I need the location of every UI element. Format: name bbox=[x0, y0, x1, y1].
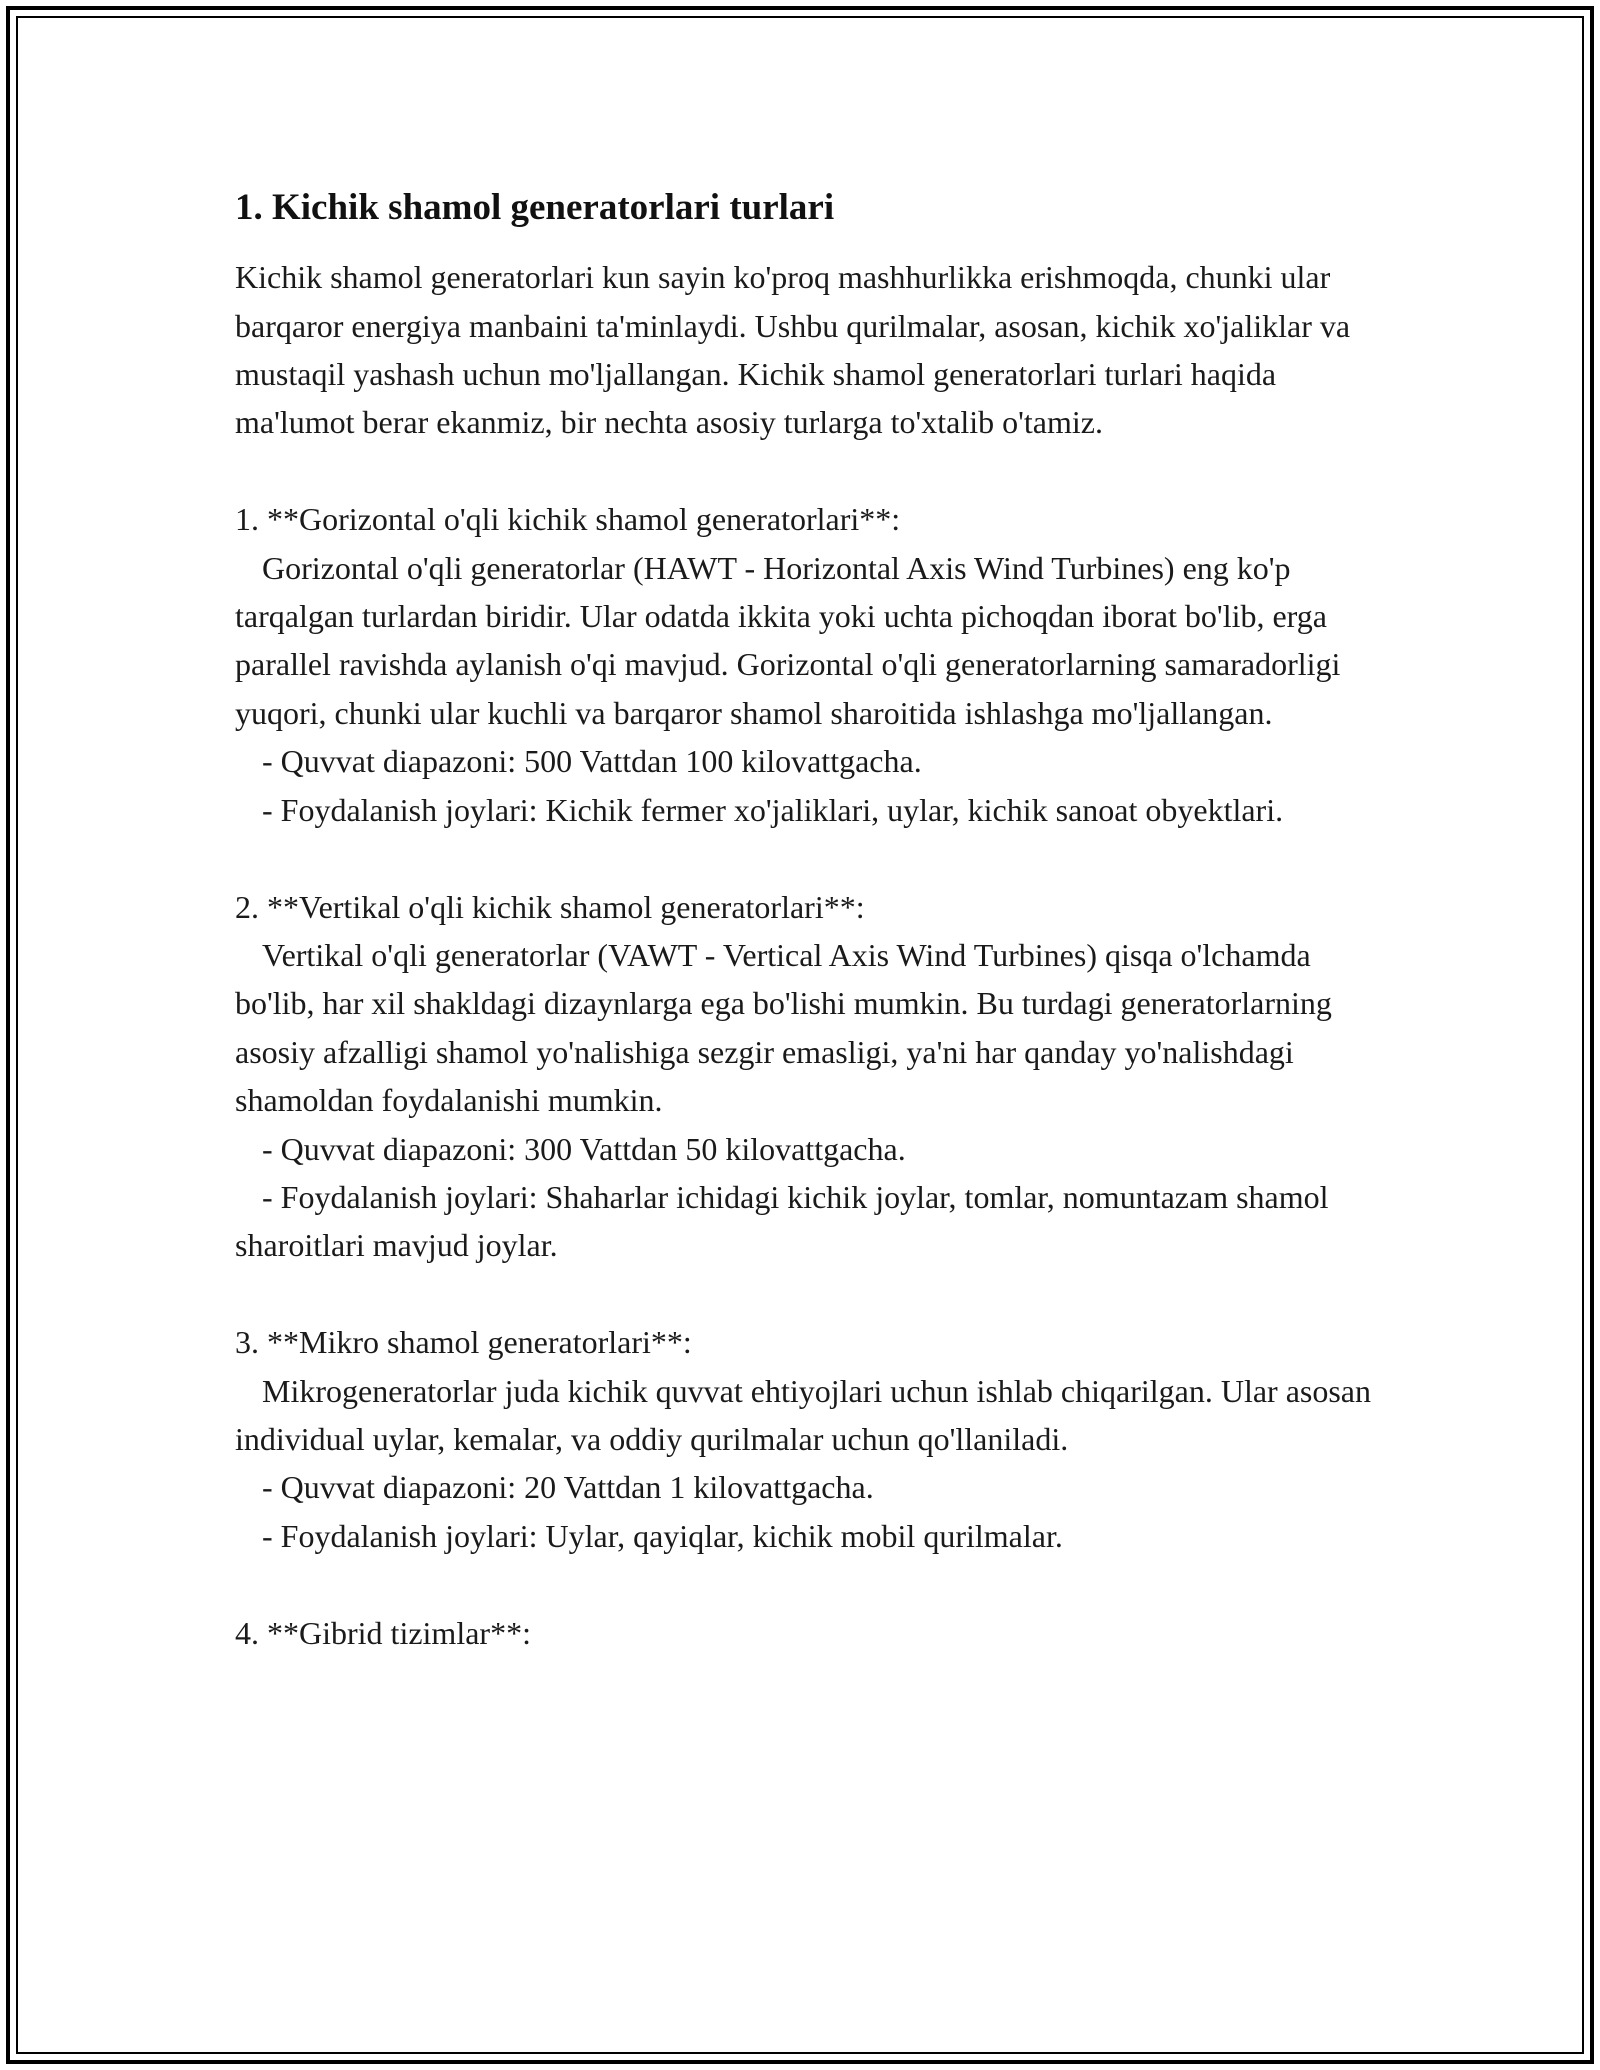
power-range-text: - Quvvat diapazoni: 20 Vattdan 1 kilovattgacha. bbox=[262, 1469, 874, 1506]
usage-places-text: - Foydalanish joylari: Shaharlar ichidagi kichik joylar, tomlar, nomuntazam shamol sharoitlari mavjud joylar. bbox=[235, 1178, 1329, 1264]
usage-places bbox=[235, 786, 1395, 834]
section-heading: 1. **Gorizontal o'qli kichik shamol generatorlari**: bbox=[235, 501, 901, 538]
section-description-text: Vertikal o'qli generatorlar (VAWT - Vertical Axis Wind Turbines) qisqa o'lchamda bo'lib, har xil shakldagi dizaynlarga ega bo'lishi mumkin. Bu turdagi generatorlarning asosiy afzalligi shamol yo'nalishiga sezgir emasligi, ya'ni har qanday yo'nalishdagi shamoldan foydalanishi mumkin. bbox=[235, 936, 1332, 1119]
section-heading: 4. **Gibrid tizimlar**: bbox=[235, 1614, 531, 1651]
section-description-text: Gorizontal o'qli generatorlar (HAWT - Horizontal Axis Wind Turbines) eng ko'p tarqalgan turlardan biridir. Ular odatda ikkita yoki uchta pichoqdan iborat bo'lib, erga parallel ravishda aylanish o'qi mavjud. Gorizontal o'qli generatorlarning samaradorligi yuqori, chunki ular kuchli va barqaror shamol sharoitida ishlashga mo'ljallangan. bbox=[235, 549, 1341, 731]
usage-places bbox=[235, 1173, 1395, 1270]
section-hybrid bbox=[235, 1609, 1395, 1657]
section-description bbox=[235, 931, 1395, 1125]
section-description bbox=[235, 1367, 1395, 1464]
section-heading: 2. **Vertikal o'qli kichik shamol generatorlari**: bbox=[235, 888, 865, 925]
section-vertical bbox=[235, 883, 1395, 1270]
section-description bbox=[235, 544, 1395, 738]
usage-places bbox=[235, 1512, 1395, 1560]
power-range bbox=[235, 737, 1395, 785]
power-range bbox=[235, 1463, 1395, 1511]
usage-places-text: - Foydalanish joylari: Kichik fermer xo'jaliklari, uylar, kichik sanoat obyektlari. bbox=[262, 791, 1284, 828]
section-description-text: Mikrogeneratorlar juda kichik quvvat ehtiyojlari uchun ishlab chiqarilgan. Ular asosan individual uylar, kemalar, va oddiy qurilmalar uchun qo'llaniladi. bbox=[235, 1372, 1371, 1457]
power-range-text: - Quvvat diapazoni: 500 Vattdan 100 kilovattgacha. bbox=[262, 743, 922, 780]
section-micro bbox=[235, 1318, 1395, 1560]
paragraph-gap bbox=[235, 1270, 1395, 1318]
paragraph-gap bbox=[235, 834, 1395, 882]
paragraph-gap bbox=[235, 447, 1395, 495]
section-heading: 3. **Mikro shamol generatorlari**: bbox=[235, 1324, 692, 1361]
document-title: 1. Kichik shamol generatorlari turlari bbox=[235, 187, 835, 228]
section-horizontal bbox=[235, 495, 1395, 834]
power-range bbox=[235, 1125, 1395, 1173]
power-range-text: - Quvvat diapazoni: 300 Vattdan 50 kilovattgacha. bbox=[262, 1130, 906, 1167]
intro-paragraph: Kichik shamol generatorlari kun sayin ko'proq mashhurlikka erishmoqda, chunki ular barqaror energiya manbaini ta'minlaydi. Ushbu qurilmalar, asosan, kichik xo'jaliklar va mustaqil yashash uchun mo'ljallangan. Kichik shamol generatorlari turlari haqida ma'lumot berar ekanmiz, bir nechta asosiy turlarga to'xtalib o'tamiz. bbox=[235, 259, 1351, 441]
document-body bbox=[235, 185, 1395, 1657]
paragraph-gap bbox=[235, 1560, 1395, 1608]
usage-places-text: - Foydalanish joylari: Uylar, qayiqlar, kichik mobil qurilmalar. bbox=[262, 1517, 1063, 1554]
